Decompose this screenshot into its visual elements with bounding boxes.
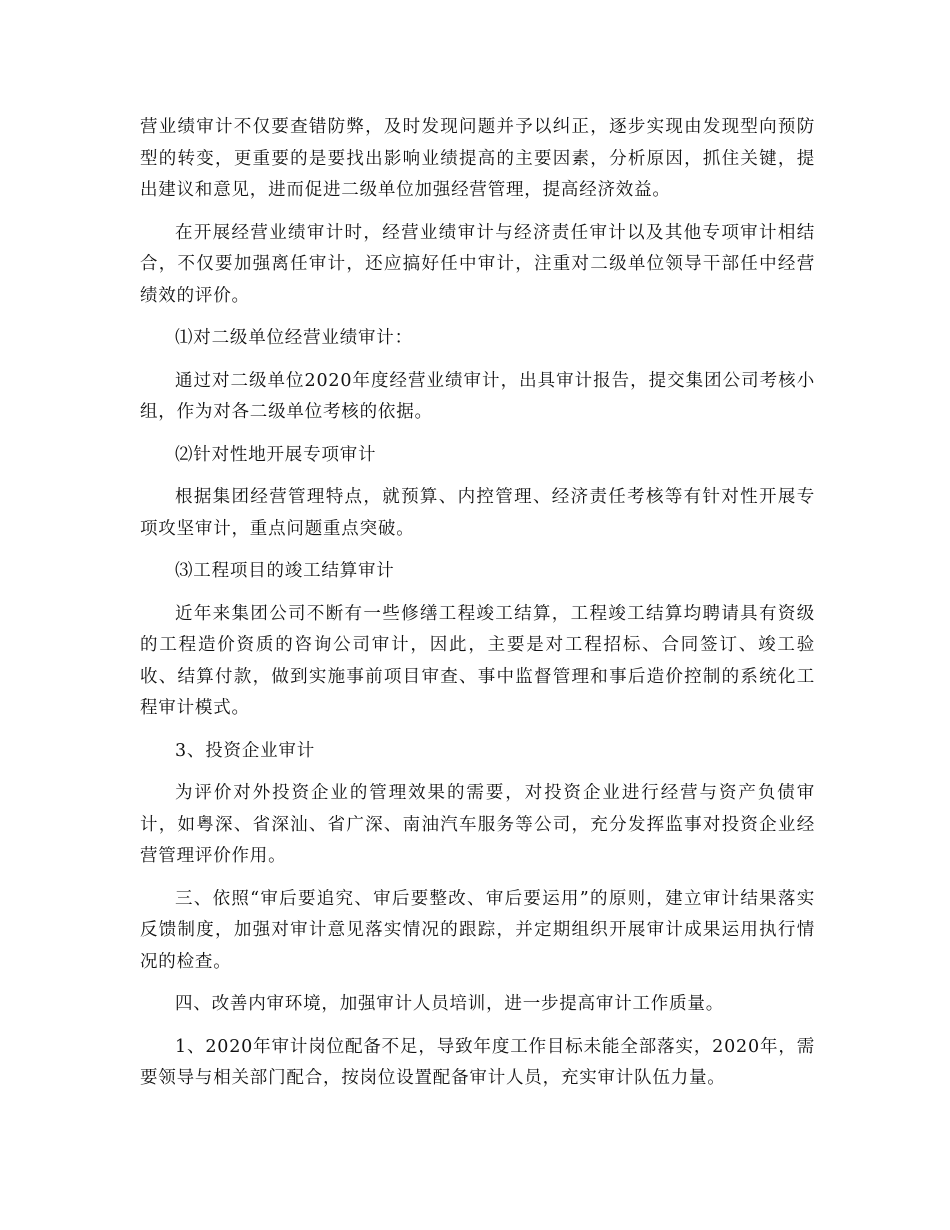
- paragraph-special-audit: 根据集团经营管理特点，就预算、内控管理、经济责任考核等有针对性开展专项攻坚审计，重点问题重点突破。: [140, 487, 815, 539]
- subheading-project-settlement-audit: ⑶工程项目的竣工结算审计: [175, 561, 395, 581]
- subheading-special-audit: ⑵针对性地开展专项审计: [175, 444, 377, 465]
- paragraph-audit-feedback: 三、依照“审后要追究、审后要整改、审后要运用”的原则，建立审计结果落实反馈制度，加强对审计意见落实情况的跟踪，并定期组织开展审计成果运用执行情况的检查。: [140, 888, 815, 972]
- paragraph-project-settlement: 近年来集团公司不断有一些修缮工程竣工结算，工程竣工结算均聘请具有资级的工程造价资质的咨询公司审计，因此，主要是对工程招标、合同签订、竣工验收、结算付款，做到实施事前项目审查、事中监督管理和事后造价控制的系统化工程审计模式。: [140, 603, 815, 718]
- paragraph-staffing: 1、2020年审计岗位配备不足，导致年度工作目标未能全部落实，2020年，需要领导与相关部门配合，按岗位设置配备审计人员，充实审计队伍力量。: [140, 1036, 815, 1088]
- paragraph-performance-audit: 在开展经营业绩审计时，经营业绩审计与经济责任审计以及其他专项审计相结合，不仅要加强离任审计，还应搞好任中审计，注重对二级单位领导干部任中经营绩效的评价。: [140, 222, 815, 306]
- subheading-investment-audit: 3、投资企业审计: [175, 740, 316, 761]
- heading-improve-environment: 四、改善内审环境，加强审计人员培训，进一步提高审计工作质量。: [175, 994, 724, 1014]
- paragraph-unit-audit-report: 通过对二级单位2020年度经营业绩审计，出具审计报告，提交集团公司考核小组，作为对各二级单位考核的依据。: [140, 370, 815, 422]
- paragraph-continuation: 营业绩审计不仅要查错防弊，及时发现问题并予以纠正，逐步实现由发现型向预防型的转变，更重要的是要找出影响业绩提高的主要因素，分析原因，抓住关键，提出建议和意见，进而促进二级单位加强经营管理，提高经济效益。: [140, 117, 815, 200]
- paragraph-investment-audit: 为评价对外投资企业的管理效果的需要，对投资企业进行经营与资产负债审计，如粤深、省深汕、省广深、南油汽车服务等公司，充分发挥监事对投资企业经营管理评价作用。: [140, 783, 815, 866]
- subheading-unit-performance-audit: ⑴对二级单位经营业绩审计：: [175, 328, 413, 348]
- document-body: [140, 112, 815, 1106]
